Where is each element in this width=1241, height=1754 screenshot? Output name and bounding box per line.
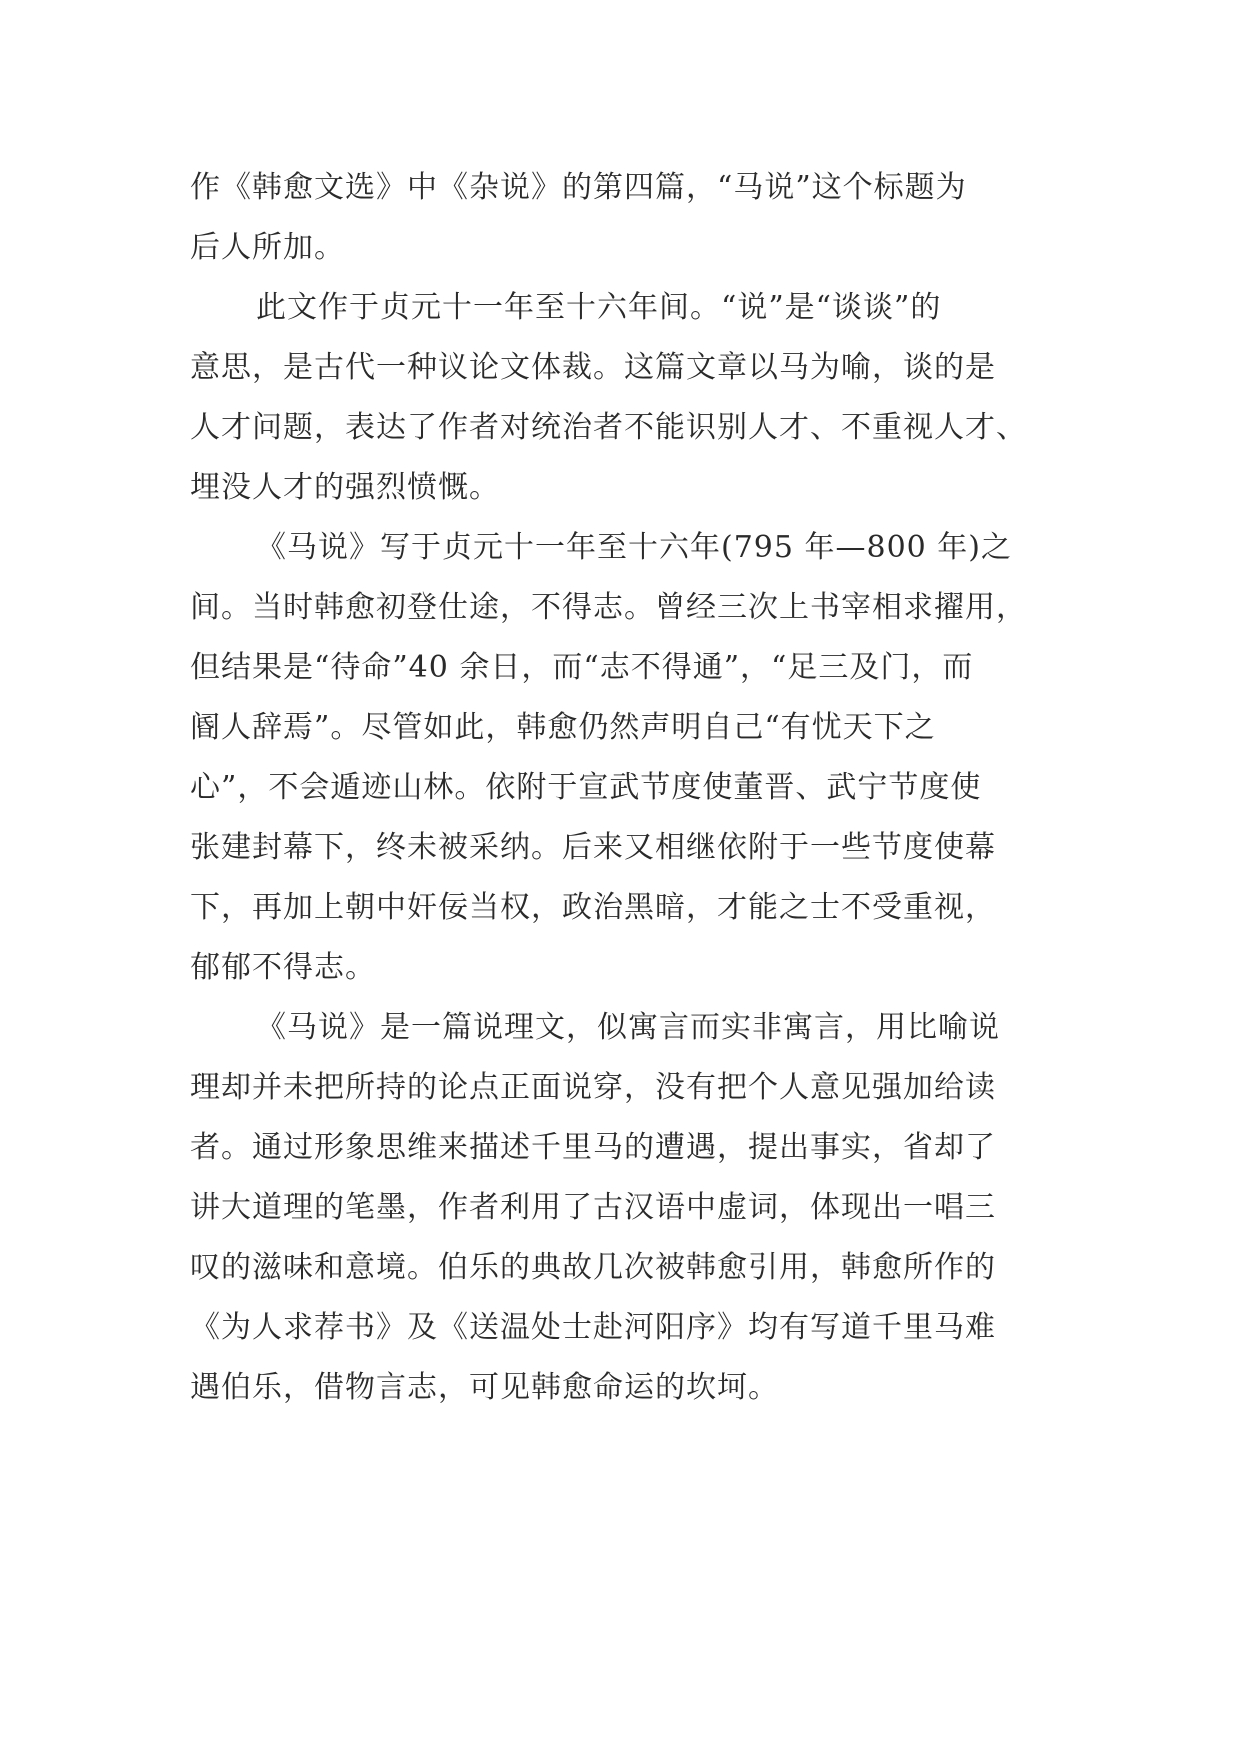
text-line: 《马说》写于贞元十一年至十六年(795 年—800 年)之 <box>256 530 1013 565</box>
text-line: 《马说》是一篇说理文，似寓言而实非寓言，用比喻说 <box>256 1010 1000 1045</box>
paragraph-4 <box>190 998 1056 1418</box>
text-line: 叹的滋味和意境。伯乐的典故几次被韩愈引用，韩愈所作的 <box>190 1250 996 1285</box>
text-line: 讲大道理的笔墨，作者利用了古汉语中虚词，体现出一唱三 <box>190 1190 996 1225</box>
text-line: 下，再加上朝中奸佞当权，政治黑暗，才能之士不受重视， <box>190 890 996 925</box>
text-line: 后人所加。 <box>190 230 345 265</box>
text-line: 此文作于贞元十一年至十六年间。“说”是“谈谈”的 <box>256 290 942 325</box>
body-text <box>190 158 1056 1418</box>
text-line: 《为人求荐书》及《送温处士赴河阳序》均有写道千里马难 <box>190 1310 996 1345</box>
paragraph-3 <box>190 518 1056 998</box>
text-line: 遇伯乐，借物言志，可见韩愈命运的坎坷。 <box>190 1370 779 1405</box>
text-line: 张建封幕下，终未被采纳。后来又相继依附于一些节度使幕 <box>190 830 996 865</box>
text-line: 间。当时韩愈初登仕途，不得志。曾经三次上书宰相求擢用， <box>190 590 1027 625</box>
text-line: 但结果是“待命”40 余日，而“志不得通”，“足三及门，而 <box>190 650 974 685</box>
text-line: 人才问题，表达了作者对统治者不能识别人才、不重视人才、 <box>190 410 1027 445</box>
text-line: 意思，是古代一种议论文体裁。这篇文章以马为喻，谈的是 <box>190 350 996 385</box>
text-line: 郁郁不得志。 <box>190 950 376 985</box>
paragraph-2 <box>190 278 1056 518</box>
text-line: 埋没人才的强烈愤慨。 <box>190 470 500 505</box>
text-line: 心”，不会遁迹山林。依附于宣武节度使董晋、武宁节度使 <box>190 770 982 805</box>
text-line: 阍人辞焉”。尽管如此，韩愈仍然声明自己“有忧天下之 <box>190 710 936 745</box>
text-line: 作《韩愈文选》中《杂说》的第四篇，“马说”这个标题为 <box>190 170 967 205</box>
text-line: 者。通过形象思维来描述千里马的遭遇，提出事实，省却了 <box>190 1130 996 1165</box>
text-line: 理却并未把所持的论点正面说穿，没有把个人意见强加给读 <box>190 1070 996 1105</box>
paragraph-1 <box>190 158 1056 278</box>
